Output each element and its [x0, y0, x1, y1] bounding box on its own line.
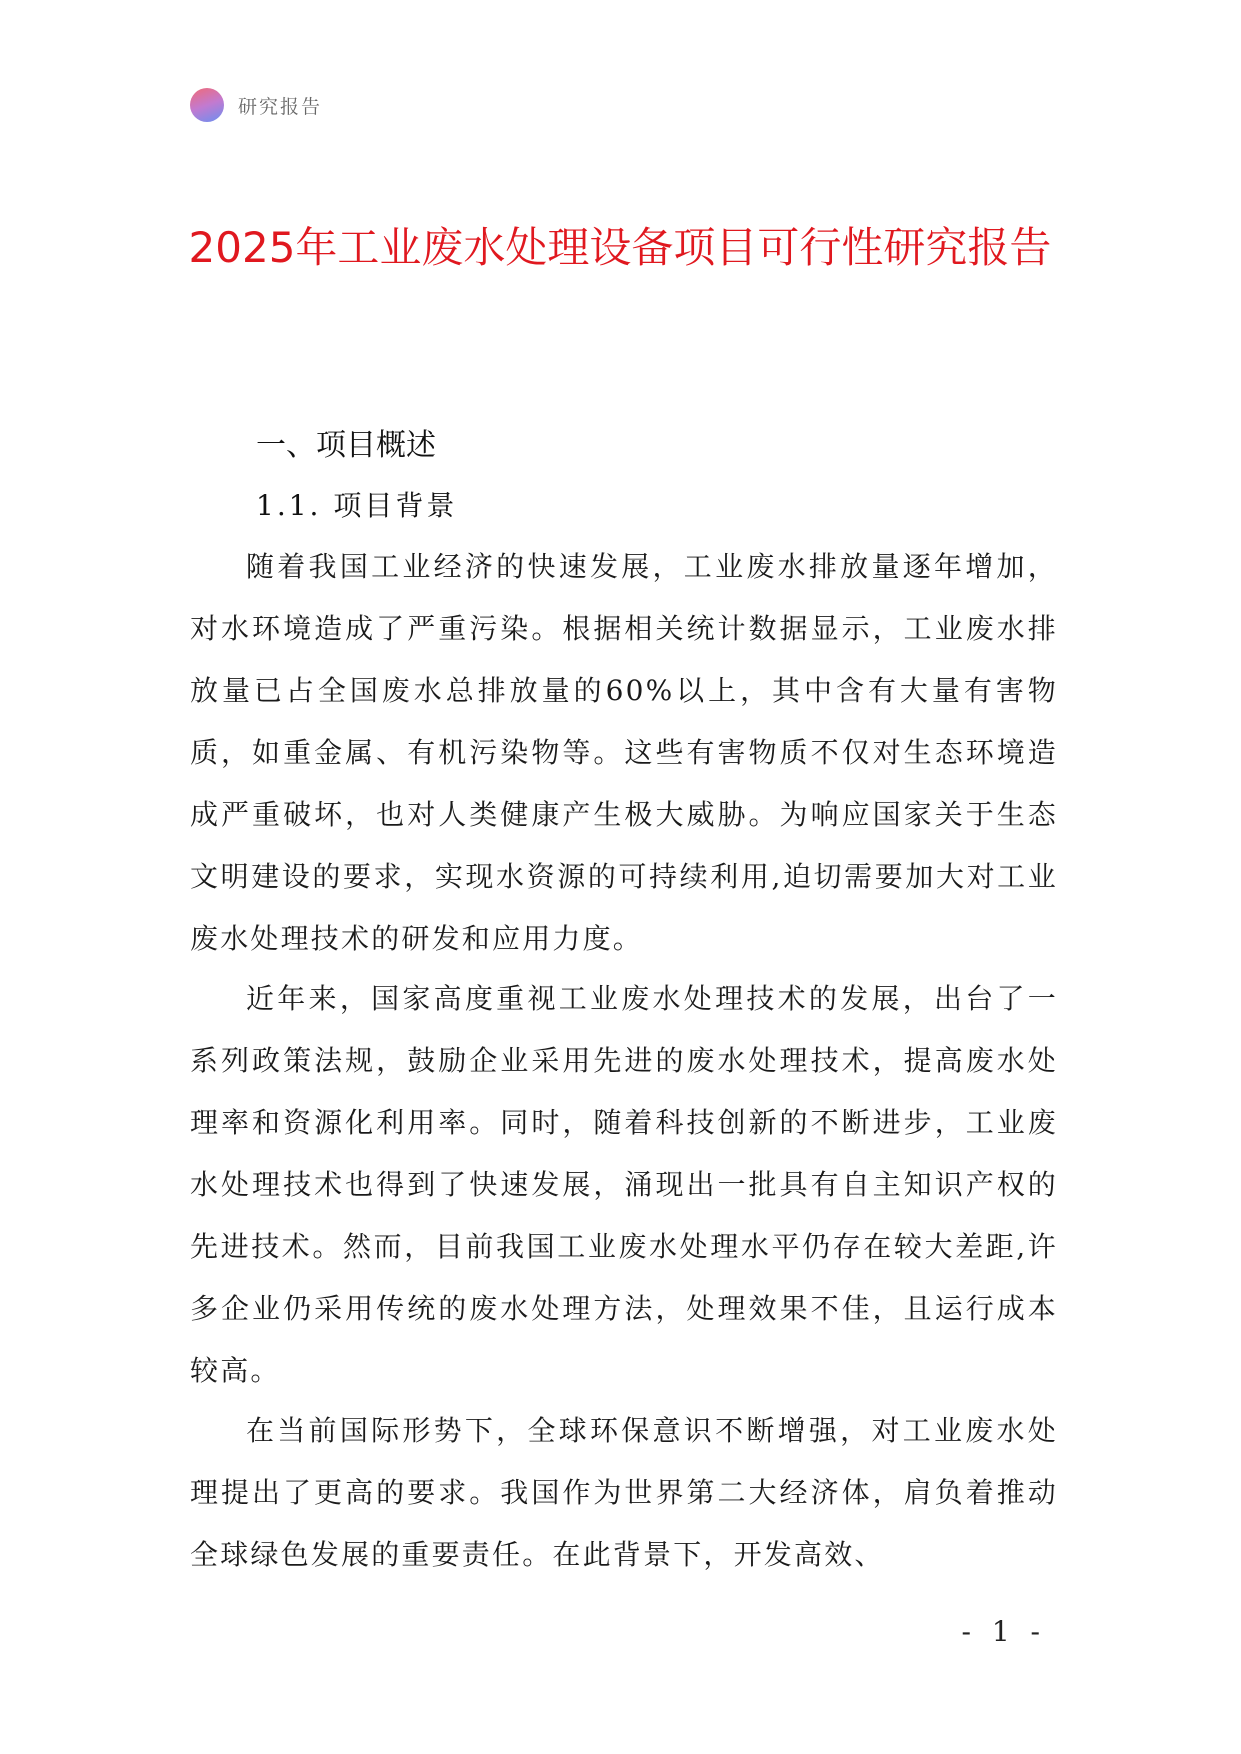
body-paragraph: 随着我国工业经济的快速发展，工业废水排放量逐年增加，对水环境造成了严重污染。根据相关统计数据显示，工业废水排放量已占全国废水总排放量的60%以上，其中含有大量有害物质，如重金属、有机污染物等。这些有害物质不仅对生态环境造成严重破坏，也对人类健康产生极大威胁。为响应国家关于生态文明建设的要求，实现水资源的可持续利用,迫切需要加大对工业废水处理技术的研发和应用力度。: [190, 550, 1058, 955]
page-number: - 1 -: [961, 1615, 1046, 1648]
section-heading: 一、项目概述: [256, 428, 436, 463]
body-paragraph: 近年来，国家高度重视工业废水处理技术的发展，出台了一系列政策法规，鼓励企业采用先进的废水处理技术，提高废水处理率和资源化利用率。同时，随着科技创新的不断进步，工业废水处理技术也得到了快速发展，涌现出一批具有自主知识产权的先进技术。然而，目前我国工业废水处理水平仍存在较大差距,许多企业仍采用传统的废水处理方法，处理效果不佳，且运行成本较高。: [190, 982, 1058, 1387]
page-header: [190, 88, 322, 122]
subsection-heading: 1.1. 项目背景: [256, 489, 458, 522]
logo-icon: [190, 88, 224, 122]
document-title: 2025年工业废水处理设备项目可行性研究报告: [188, 223, 1052, 272]
body-paragraph: 在当前国际形势下，全球环保意识不断增强，对工业废水处理提出了更高的要求。我国作为世界第二大经济体，肩负着推动全球绿色发展的重要责任。在此背景下，开发高效、: [190, 1414, 1058, 1571]
header-label: 研究报告: [238, 95, 323, 118]
